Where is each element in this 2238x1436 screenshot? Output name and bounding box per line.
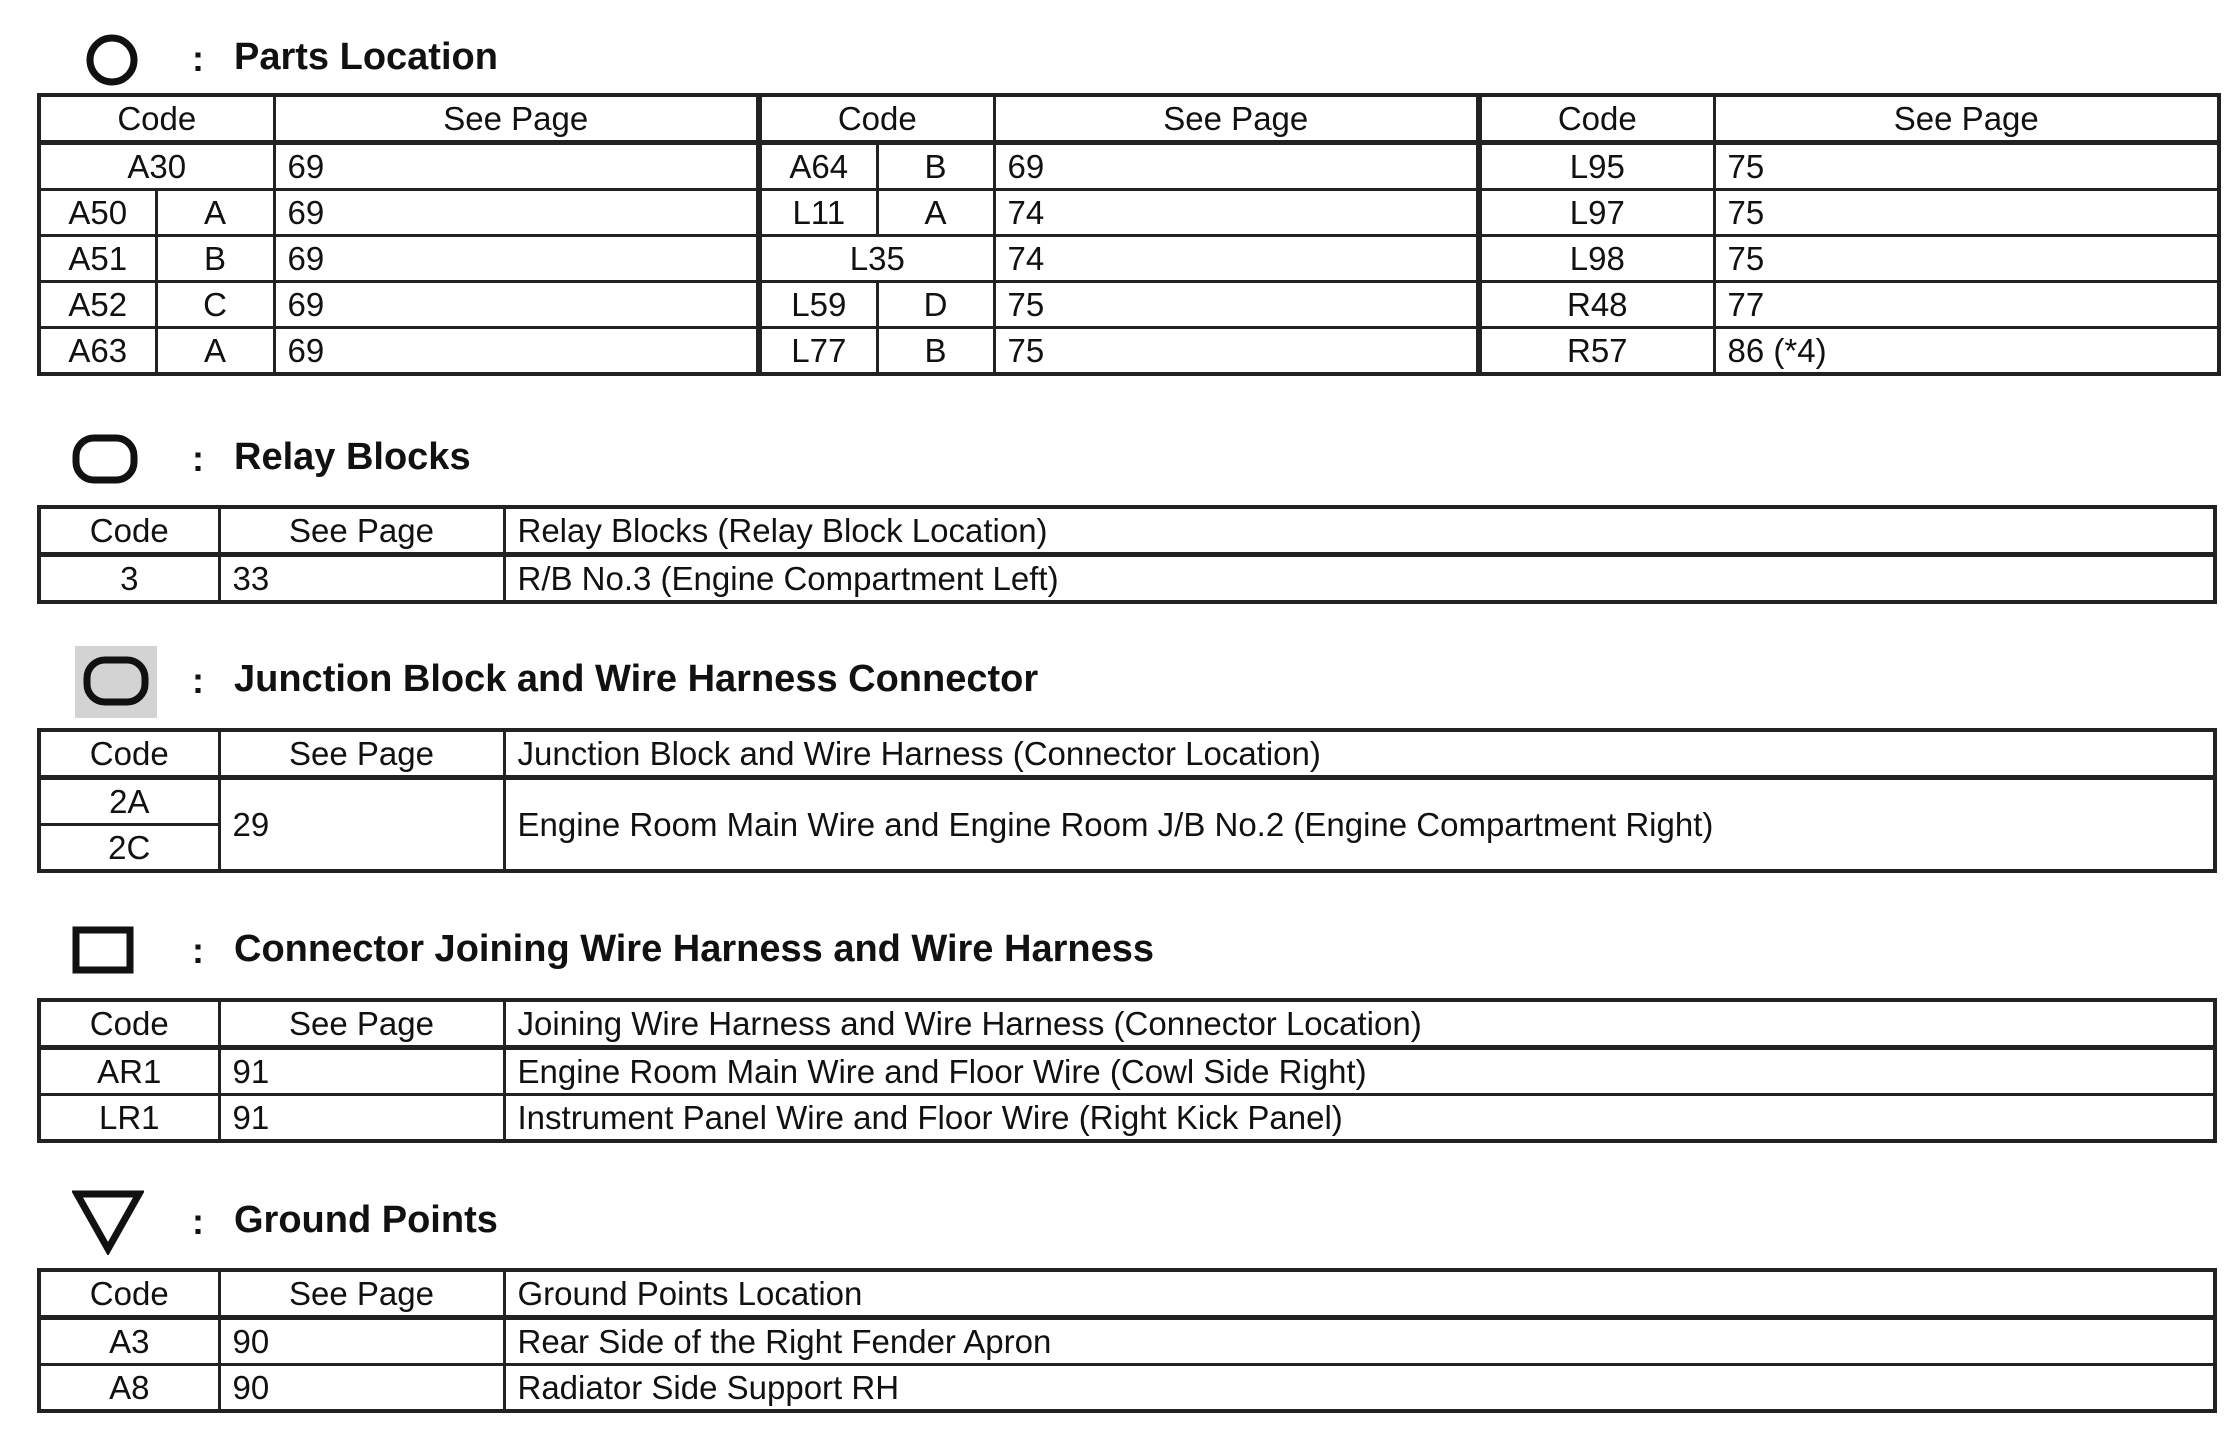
header-see-page: See Page (994, 95, 1479, 143)
header-see-page: See Page (219, 730, 504, 778)
code-cell: 3 (39, 555, 219, 603)
header-description: Junction Block and Wire Harness (Connector Location) (504, 730, 2215, 778)
page-cell: 75 (1714, 236, 2219, 282)
page-cell: 33 (219, 555, 504, 603)
table-row (39, 282, 2219, 328)
code-cell: LR1 (39, 1095, 219, 1142)
code-cell: R48 (1479, 282, 1714, 328)
table-row (39, 778, 2215, 825)
page-cell: 75 (994, 282, 1479, 328)
table-row (39, 1318, 2215, 1365)
description-cell: Engine Room Main Wire and Floor Wire (Cowl Side Right) (504, 1048, 2215, 1095)
heading-colon: : (192, 438, 204, 479)
code-cell: L77 (759, 328, 877, 375)
page-cell: 69 (994, 143, 1479, 190)
page-cell: 91 (219, 1048, 504, 1095)
heading-colon: : (192, 1201, 204, 1242)
page-cell: 69 (274, 328, 759, 375)
page-cell: 90 (219, 1318, 504, 1365)
table-header-row (39, 507, 2215, 555)
page-cell: 69 (274, 190, 759, 236)
code-cell: L98 (1479, 236, 1714, 282)
section-title: Connector Joining Wire Harness and Wire Harness (234, 928, 1154, 970)
shaded-rounded-rectangle-icon (75, 646, 157, 718)
code-cell: AR1 (39, 1048, 219, 1095)
heading-colon: : (192, 660, 204, 701)
rounded-rectangle-icon (72, 434, 138, 484)
header-code: Code (759, 95, 994, 143)
page-cell: 75 (1714, 143, 2219, 190)
code-cell: 2C (39, 825, 219, 872)
page-cell: 91 (219, 1095, 504, 1142)
page-cell: 69 (274, 143, 759, 190)
code-cell: L59 (759, 282, 877, 328)
table-header-row (39, 95, 2219, 143)
header-see-page: See Page (219, 507, 504, 555)
header-see-page: See Page (274, 95, 759, 143)
code-cell: A64 (759, 143, 877, 190)
section-title: Junction Block and Wire Harness Connector (234, 658, 1039, 700)
page-cell: 75 (994, 328, 1479, 375)
page-cell: 77 (1714, 282, 2219, 328)
description-cell: Radiator Side Support RH (504, 1365, 2215, 1412)
page-cell: 29 (219, 778, 504, 872)
code-cell: A8 (39, 1365, 219, 1412)
relay-blocks-table (37, 505, 2217, 604)
connector-letter-cell: A (877, 190, 994, 236)
connector-letter-cell: D (877, 282, 994, 328)
page-cell: 69 (274, 282, 759, 328)
ground-points-table (37, 1268, 2217, 1413)
header-code: Code (39, 1000, 219, 1048)
description-cell: Engine Room Main Wire and Engine Room J/B No.2 (Engine Compartment Right) (504, 778, 2215, 872)
header-code: Code (39, 1270, 219, 1318)
table-row (39, 236, 2219, 282)
page-cell: 69 (274, 236, 759, 282)
section-title: Ground Points (234, 1199, 498, 1241)
connector-joining-heading (70, 912, 1470, 992)
code-cell: 2A (39, 778, 219, 825)
table-row (39, 1365, 2215, 1412)
connector-letter-cell: A (156, 328, 274, 375)
connector-letter-cell: A (156, 190, 274, 236)
parts-location-heading (70, 20, 1470, 100)
section-title: Relay Blocks (234, 436, 471, 478)
heading-colon: : (192, 930, 204, 971)
connector-letter-cell: B (877, 328, 994, 375)
junction-block-heading (70, 642, 1470, 722)
table-row (39, 328, 2219, 375)
connector-joining-table (37, 998, 2217, 1143)
header-description: Joining Wire Harness and Wire Harness (Connector Location) (504, 1000, 2215, 1048)
page-cell: 74 (994, 190, 1479, 236)
table-row (39, 1048, 2215, 1095)
connector-letter-cell: C (156, 282, 274, 328)
junction-block-table (37, 728, 2217, 873)
triangle-icon (72, 1189, 144, 1255)
table-row (39, 190, 2219, 236)
header-code: Code (39, 95, 274, 143)
code-cell: R57 (1479, 328, 1714, 375)
code-cell: L11 (759, 190, 877, 236)
header-code: Code (1479, 95, 1714, 143)
header-see-page: See Page (1714, 95, 2219, 143)
ground-points-heading (70, 1183, 1470, 1263)
header-code: Code (39, 730, 219, 778)
parts-location-table (37, 93, 2221, 376)
header-see-page: See Page (219, 1270, 504, 1318)
page-cell: 75 (1714, 190, 2219, 236)
code-cell: L95 (1479, 143, 1714, 190)
code-cell: A51 (39, 236, 156, 282)
page-cell: 90 (219, 1365, 504, 1412)
code-cell: L35 (759, 236, 994, 282)
code-cell: A50 (39, 190, 156, 236)
rectangle-icon (72, 926, 134, 974)
code-cell: L97 (1479, 190, 1714, 236)
description-cell: Rear Side of the Right Fender Apron (504, 1318, 2215, 1365)
heading-colon: : (192, 38, 204, 79)
header-description: Ground Points Location (504, 1270, 2215, 1318)
code-cell: A52 (39, 282, 156, 328)
table-header-row (39, 1270, 2215, 1318)
section-title: Parts Location (234, 36, 498, 78)
header-code: Code (39, 507, 219, 555)
table-header-row (39, 730, 2215, 778)
header-description: Relay Blocks (Relay Block Location) (504, 507, 2215, 555)
table-row (39, 143, 2219, 190)
table-row (39, 555, 2215, 603)
page-cell: 74 (994, 236, 1479, 282)
code-cell: A30 (39, 143, 274, 190)
page-cell: 86 (*4) (1714, 328, 2219, 375)
header-see-page: See Page (219, 1000, 504, 1048)
table-row (39, 1095, 2215, 1142)
description-cell: R/B No.3 (Engine Compartment Left) (504, 555, 2215, 603)
circle-icon (84, 32, 140, 88)
code-cell: A3 (39, 1318, 219, 1365)
relay-blocks-heading (70, 420, 1470, 500)
code-cell: A63 (39, 328, 156, 375)
connector-letter-cell: B (877, 143, 994, 190)
description-cell: Instrument Panel Wire and Floor Wire (Right Kick Panel) (504, 1095, 2215, 1142)
table-header-row (39, 1000, 2215, 1048)
connector-letter-cell: B (156, 236, 274, 282)
